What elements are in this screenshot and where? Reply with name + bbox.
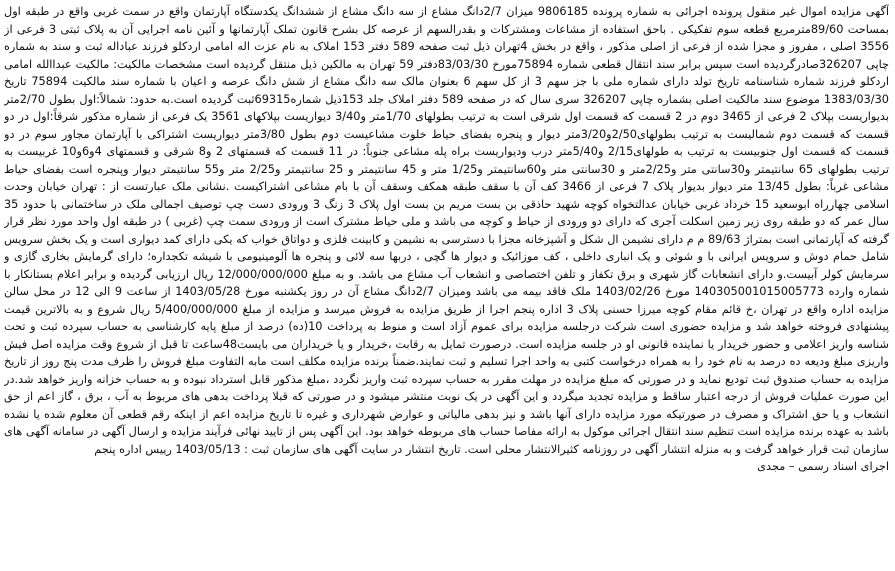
auction-notice: [4, 3, 889, 567]
notice-signature: اجرای اسناد رسمی – مجدی: [757, 460, 889, 473]
notice-body: آگهی مزایده اموال غیر منقول پرونده اجرائی به شماره پرونده 9806185 میزان 2/7دانگ مشاع از سه دانگ مشاع از ششدانگ یکدستگاه آپارتمان واقع در سمت غربی واقع در طبقه اول بمساحت 89/60مترمربع قطعه سوم تفکیکی . باحق استفاده از مشاعات ومشترکات و بقدرالسهم از عرصه کل بشرح قانون تملک آپارتمانها و آئین نامه اجرایی آن به پلاک ثبتی 3 فرعی از 3556 اصلی ، مفروز و مجزا شده از فرعی از اصلی مذکور ، واقع در بخش 4تهران ذیل ثبت صفحه 589 دفتر 153 املاک به نام عزت اله امامی اردکلو فرزند عباداله ثبت و سند به شماره چاپی 326207صادرگردیده است سپس برابر سند انتقال قطعی شماره 75894مورخ 83/03/30دفتر 59 تهران به مالکین ذیل منتقل گردیده است مشخصات مالکیت: مالکیت عبداالله امامی اردکلو فرزند شماره شناسنامه تاریخ تولد دارای شماره ملی با جز سهم 3 از کل سهم 6 بعنوان مالک سه دانگ مشاع از شش دانگ عرصه و اعیان با شماره سند مالکیت 75894 تاریخ 1383/03/30 موضوع سند مالکیت اصلی بشماره چاپی 326207 سری سال که در صفحه 589 دفتر املاک جلد 153ذیل شماره69315ثبت گردیده است.به حدود: شمالاً:اول بطول 2/70متر بدیواریست بپلاک 2 فرعی از 3465 دوم در 2 قسمت که قسمت اول شرقی است به ترتیب بطولهای 1/70متر و3/40 دیواریست بپلاکهای 3561 یک فرعی از شماره مذکور شرقاً:اول در دو قسمت که قسمت دوم شمالیست به ترتیب بطولهای2/50و3/20متر دیوار و پنجره بفضای حیاط خلوت مشاعیست دوم بطول 3/80متر دیواریست اشتراکی با آپارتمان مجاور سوم در دو قسمت که قسمت اول جنوبیست به ترتیب به طولهای2/15 و5/40متر درب ودیواریست براه پله مشاعی جنوباً: در 11 قسمت که قسمتهای 2 و8 شرقی و قسمتهای 4و6و10 غربیست به ترتیب بطولهای 65 سانتیمتر و30سانتی متر و2/25متر و 30سانتی متر و60سانتیمتر و1/25 متر و 45 سانتیمتر و 25 سانتیمتر و2/25 متر و55 سانتیمتر دیوار وپنجره است بفضای حیاط مشاعی غرباً: بطول 13/45 متر دیوار بدیوار پلاک 7 فرعی از 3466 کف آن با سقف طبقه همکف وسقف آن با بام مشاعی اشتراکیست .نشانی ملک عبارتست از : تهران خیابان وحدت اسلامی چهارراه ابوسعید 15 خرداد غربی خیابان عدالتخواه کوچه شهید حاذقی بن بست مریم بن بست اول پلاک 3 زنگ 3 ورودی دست چپ توصیف اجمالی ملک در ساختمانی با حدود 35 سال عمر که دو طبقه روی زیر زمین اسکلت آجری که دارای دو ورودی از حیاط و کوچه می باشد و ملی حیاط مشترک است از ورودی سمت چپ (غربی ) در طبقه اول واحد مورد نظر قرار گرفته که آپارتمانی است بمتراژ 89/63 م م دارای نشیمن ال شکل و آشپزخانه مجزا با دسترسی به نشیمن و کابینت فلزی و دواتاق خواب که یکی دارای کمد دیواری است و یک بخش سرویس شامل حمام دوش و سرویس ایرانی با و شوئی و یک انباری داخلی ، کف موزائیک و دیوار ها گچی ، دربها سه لائی و پنجره ها آلومینیومی با شیشه تکجداره؛ دارای گرمایش بخاری گازی و سرمایش کولر آبیست.و دارای انشعابات گاز شهری و برق تکفاز و تلفن اختصاصی و انشعاب آب مشاع می باشد. و به مبلغ 12/000/000/000 ریال ارزیابی گردیده و برابر اعلام بستانکار با شماره وارده 140305001015005773 مورخ 1403/02/26 ملک فاقد بیمه می باشد ومیزان 2/7دانگ مشاع آن در روز یکشنبه مورخ 1403/05/28 از ساعت 9 الی 12 در محل سالن مزایده اداره واقع در تهران ،خ قائم مقام کوچه میرزا حسنی پلاک 3 اداره پنجم اجرا از طریق مزایده به فروش میرسد و مزایده از مبلغ 5/400/000/000 ریال شروع و به بالاترین قیمت پیشنهادی فروخته خواهد شد و مزایده حضوری است شرکت درجلسه مزایده برای عموم آزاد است و منوط به پرداخت 10(ده) درصد از مبلغ پایه کارشناسی به حساب سپرده ثبت و تحت شناسه واریز اعلامی و حضور خریدار یا نماینده قانونی او در جلسه مزایده است. درصورت تمایل به رقابت ،خریدار و یا خریداران می بایست48ساعت تا قبل از شروع وقت مزایده اصل فیش واریزی مبلغ ودیعه ده درصد به نام خود را به همراه درخواست کتبی به واحد اجرا تسلیم و ثبت نمایند.ضمناً برنده مزایده مکلف است مابه التفاوت مبلغ فروش را ظرف مدت پنج روز از تاریخ مزایده به حساب صندوق ثبت تودیع نماید و در صورتی که مبلغ مزایده در مهلت مقرر به حساب سپرده ثبت واریز نگردد ،مبلغ مذکور قابل استرداد نبوده و به حساب خزانه واریز خواهد شد.در این صورت عملیات فروش از درجه اعتبار ساقط و مزایده تجدید میگردد و این آگهی در یک نوبت منتشر میشود و در صورتی که قبلا پرداخت بدهی های مربوط به آب ، برق ، گاز اعم از حق انشعاب و یا حق اشتراک و مصرف در صورتیکه مورد مزایده دارای آنها باشد و نیز بدهی مالیاتی و عوارض شهرداری و غیره تا تاریخ مزایده اعم از اینکه رقم قطعی آن معلوم شده یا نشده باشد به عهده برنده مزایده است تنظیم سند انتقال اجرائی موکول به ارائه مفاصا حساب های مربوطه خواهد بود. این آگهی پس از تایید نهائی فرآیند مزایده و ارسال آگهی در سامانه آگهی های سازمان ثبت قرار خواهد گرفت و به منزله انتشار آگهی در روزنامه کثیرالانتشار محلی است. تاریخ انتشار در سایت آگهی های سازمان ثبت : 1403/05/13 رییس اداره پنجم: [4, 5, 889, 456]
